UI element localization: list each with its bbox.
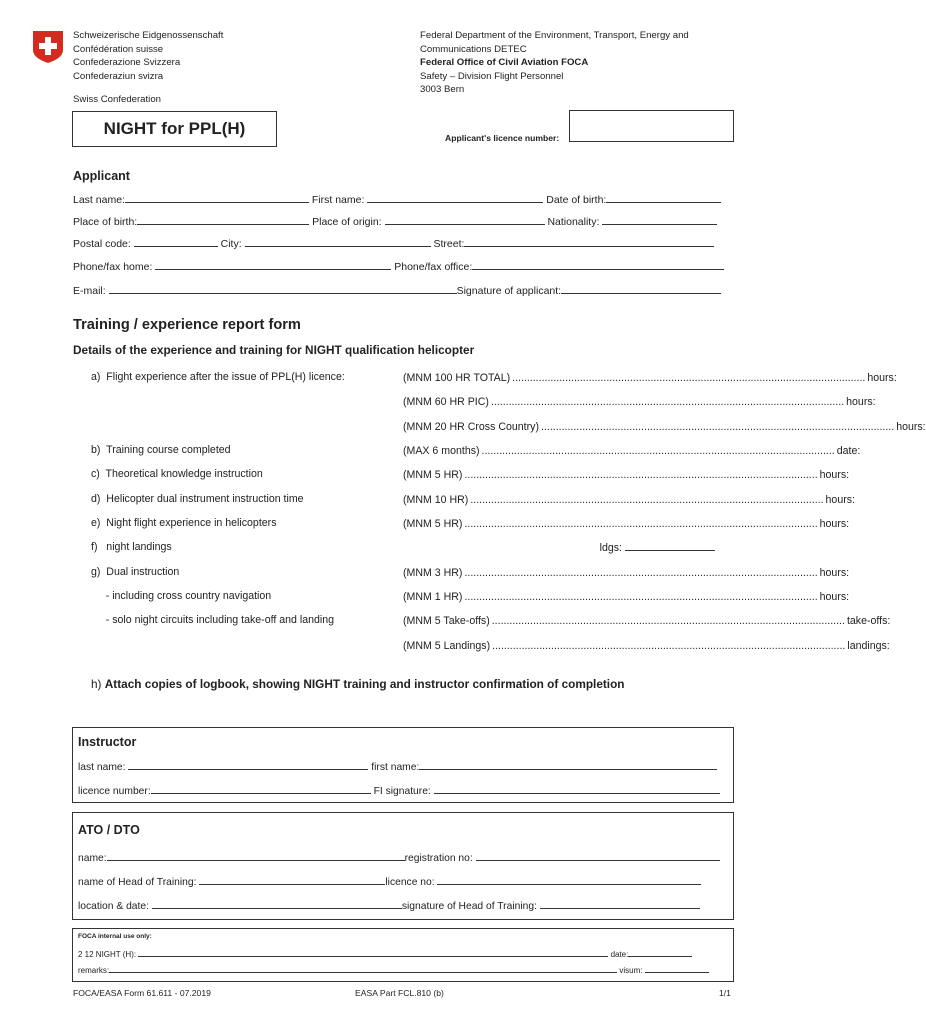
leader-dots: ........................................................................................................................: [512, 372, 866, 384]
instructor-licence-field[interactable]: [151, 784, 371, 794]
ato-signature-label: signature of Head of Training:: [401, 901, 537, 912]
unit-label: hours:: [825, 494, 855, 506]
leader-dots: ........................................................................................................................: [491, 615, 845, 627]
foca-row-2: [78, 965, 709, 975]
ato-row-1: [78, 851, 720, 864]
foca-internal-section: [72, 928, 734, 982]
experience-item-label: c) Theoretical knowledge instruction: [91, 468, 263, 480]
leader-dots: ........................................................................................................................: [540, 421, 895, 433]
night-label: 2 12 NIGHT (H):: [78, 950, 137, 959]
foca-date-field[interactable]: [628, 949, 692, 957]
signature-field[interactable]: [561, 284, 721, 294]
report-subheading: Details of the experience and training for NIGHT qualification helicopter: [73, 343, 475, 357]
department-block: [420, 29, 689, 97]
unit-label: hours:: [819, 518, 850, 530]
foca-internal-heading: FOCA internal use only:: [78, 933, 152, 940]
instructor-row-1: [78, 760, 717, 773]
experience-item-label: - solo night circuits including take-off and landing: [91, 614, 335, 626]
night-field[interactable]: [138, 949, 608, 957]
experience-item-label: d) Helicopter dual instrument instruction time: [91, 493, 304, 505]
licence-no-field[interactable]: [437, 875, 701, 885]
foca-date-label: date:: [610, 950, 629, 959]
place-of-origin-field[interactable]: [385, 215, 545, 225]
city-field[interactable]: [245, 237, 431, 247]
last-name-field[interactable]: [125, 193, 309, 203]
requirement-text: (MNM 10 HR): [403, 494, 469, 506]
unit-label: ldgs:: [599, 542, 622, 554]
phone-home-field[interactable]: [155, 260, 391, 270]
confed-line: Confederazione Svizzera: [73, 57, 181, 68]
experience-item-label: e) Night flight experience in helicopters: [91, 517, 277, 529]
place-of-origin-label: Place of origin:: [312, 216, 382, 228]
leader-dots: ........................................................................................................................: [464, 518, 818, 530]
leader-dots: ........................................................................................................................: [481, 445, 835, 457]
instructor-first-name-label: first name:: [371, 762, 420, 773]
experience-item-label: - including cross country navigation: [91, 590, 272, 602]
instructor-section: [72, 727, 734, 803]
form-number: FOCA/EASA Form 61.611 - 07.2019: [73, 988, 211, 998]
unit-label: hours:: [867, 372, 897, 384]
location-date-field[interactable]: [152, 899, 402, 909]
ato-heading: ATO / DTO: [78, 823, 140, 837]
street-field[interactable]: [464, 237, 714, 247]
postal-code-label: Postal code:: [73, 238, 131, 250]
experience-requirement-row: [403, 517, 850, 530]
date-of-birth-label: Date of birth:: [546, 194, 607, 206]
experience-item-label: a) Flight experience after the issue of PPL(H) licence:: [91, 371, 345, 383]
confed-line: Confederaziun svizra: [73, 70, 164, 82]
requirement-text: (MAX 6 months): [403, 445, 480, 457]
office-name: Federal Office of Civil Aviation FOCA: [420, 57, 589, 68]
date-of-birth-field[interactable]: [606, 193, 721, 203]
swiss-flag-icon: [32, 30, 64, 64]
remarks-label: remarks:: [78, 966, 110, 975]
applicant-row-1: [73, 193, 721, 206]
unit-label: date:: [836, 445, 861, 457]
last-name-label: Last name:: [73, 194, 125, 206]
title-box: [72, 111, 277, 147]
experience-requirement-row: [403, 371, 897, 384]
signature-label: Signature of applicant:: [456, 285, 562, 297]
leader-dots: ........................................................................................................................: [464, 567, 818, 579]
applicant-row-5: [73, 284, 721, 297]
office-city: 3003 Bern: [420, 84, 465, 95]
ato-row-2: [78, 875, 701, 888]
requirement-text: (MNM 5 Take-offs): [403, 615, 490, 627]
phone-office-field[interactable]: [472, 260, 724, 270]
attach-note: [91, 677, 625, 691]
visum-field[interactable]: [645, 965, 709, 973]
visum-label: visum:: [619, 966, 643, 975]
licence-number-label: Applicant's licence number:: [445, 133, 560, 143]
applicant-row-2: [73, 215, 717, 228]
city-label: City:: [220, 238, 242, 250]
ato-section: [72, 812, 734, 920]
experience-requirement-row: [403, 420, 926, 433]
first-name-field[interactable]: [367, 193, 543, 203]
instructor-heading: Instructor: [78, 735, 137, 749]
experience-requirement-row: [403, 444, 861, 457]
nationality-field[interactable]: [602, 215, 717, 225]
first-name-label: First name:: [311, 194, 365, 206]
location-date-label: location & date:: [78, 901, 149, 912]
foca-row-1: [78, 949, 692, 959]
confed-line: Confédération suisse: [73, 43, 164, 55]
experience-requirement-row: [403, 614, 891, 627]
email-field[interactable]: [109, 284, 457, 294]
experience-requirement-row: [403, 493, 855, 506]
instructor-last-name-field[interactable]: [128, 760, 368, 770]
report-heading: Training / experience report form: [73, 317, 301, 333]
licence-no-label: licence no:: [385, 877, 435, 888]
leader-dots: ........................................................................................................................: [470, 494, 824, 506]
attach-text: Attach copies of logbook, showing NIGHT training and instructor confirmation of completion: [104, 677, 625, 691]
instructor-row-2: [78, 784, 720, 797]
unit-label: take-offs:: [846, 615, 891, 627]
requirement-text: (MNM 5 HR): [403, 469, 463, 481]
unit-label: hours:: [819, 469, 850, 481]
place-of-birth-field[interactable]: [137, 215, 309, 225]
experience-item-label: f) night landings: [91, 541, 172, 553]
ato-signature-field[interactable]: [540, 899, 700, 909]
unit-label: hours:: [896, 421, 926, 433]
dept-line: Communications DETEC: [420, 43, 527, 55]
unit-label: hours:: [819, 567, 850, 579]
instructor-last-name-label: last name:: [78, 762, 126, 773]
leader-dots: ........................................................................................................................: [490, 396, 845, 408]
postal-code-field[interactable]: [134, 237, 218, 247]
leader-dots: ........................................................................................................................: [464, 591, 818, 603]
place-of-birth-label: Place of birth:: [73, 216, 138, 228]
email-label: E-mail:: [73, 285, 106, 297]
requirement-text: (MNM 1 HR): [403, 591, 463, 603]
applicant-heading: Applicant: [73, 169, 130, 183]
experience-item-label: b) Training course completed: [91, 444, 231, 456]
fi-signature-field[interactable]: [434, 784, 720, 794]
experience-requirement-row: [403, 639, 890, 652]
easa-reference: EASA Part FCL.810 (b): [355, 988, 444, 998]
leader-dots: ........................................................................................................................: [492, 640, 846, 652]
fi-signature-label: FI signature:: [373, 786, 431, 797]
remarks-field[interactable]: [109, 965, 617, 973]
experience-requirement-row: [403, 395, 876, 408]
experience-requirement-row: [403, 541, 715, 554]
phone-office-label: Phone/fax office:: [394, 261, 473, 273]
experience-requirement-row: [403, 590, 850, 603]
licence-number-field[interactable]: [569, 110, 734, 142]
swiss-confederation: Swiss Confederation: [73, 94, 161, 105]
experience-item-label: g) Dual instruction: [91, 566, 180, 578]
requirement-text: (MNM 3 HR): [403, 567, 463, 579]
head-of-training-label: name of Head of Training:: [78, 877, 197, 888]
unit-label: hours:: [819, 591, 850, 603]
value-field[interactable]: [625, 541, 715, 551]
instructor-licence-label: licence number:: [78, 786, 151, 797]
applicant-row-3: [73, 237, 714, 250]
registration-label: registration no:: [404, 853, 473, 864]
ato-name-field[interactable]: [107, 851, 405, 861]
head-of-training-field[interactable]: [199, 875, 385, 885]
experience-requirement-row: [403, 468, 850, 481]
requirement-text: (MNM 20 HR Cross Country): [403, 421, 539, 433]
nationality-label: Nationality:: [547, 216, 600, 228]
page-title: NIGHT for PPL(H): [103, 119, 246, 138]
attach-prefix: h): [91, 677, 102, 691]
page-number: 1/1: [719, 988, 731, 998]
ato-row-3: [78, 899, 700, 912]
division-name: Safety – Division Flight Personnel: [420, 70, 564, 82]
requirement-text: (MNM 5 HR): [403, 518, 463, 530]
leader-dots: ........................................................................................................................: [464, 469, 818, 481]
unit-label: hours:: [846, 396, 876, 408]
experience-requirement-row: [403, 566, 850, 579]
ato-name-label: name:: [78, 853, 107, 864]
requirement-text: (MNM 5 Landings): [403, 640, 491, 652]
registration-field[interactable]: [476, 851, 720, 861]
street-label: Street:: [433, 238, 465, 250]
phone-home-label: Phone/fax home:: [73, 261, 153, 273]
requirement-text: (MNM 100 HR TOTAL): [403, 372, 511, 384]
applicant-row-4: [73, 260, 724, 273]
confederation-names: [73, 29, 223, 83]
confed-line: Schweizerische Eidgenossenschaft: [73, 30, 224, 41]
instructor-first-name-field[interactable]: [419, 760, 717, 770]
dept-line: Federal Department of the Environment, Transport, Energy and: [420, 30, 689, 41]
unit-label: landings:: [847, 640, 890, 652]
requirement-text: (MNM 60 HR PIC): [403, 396, 489, 408]
